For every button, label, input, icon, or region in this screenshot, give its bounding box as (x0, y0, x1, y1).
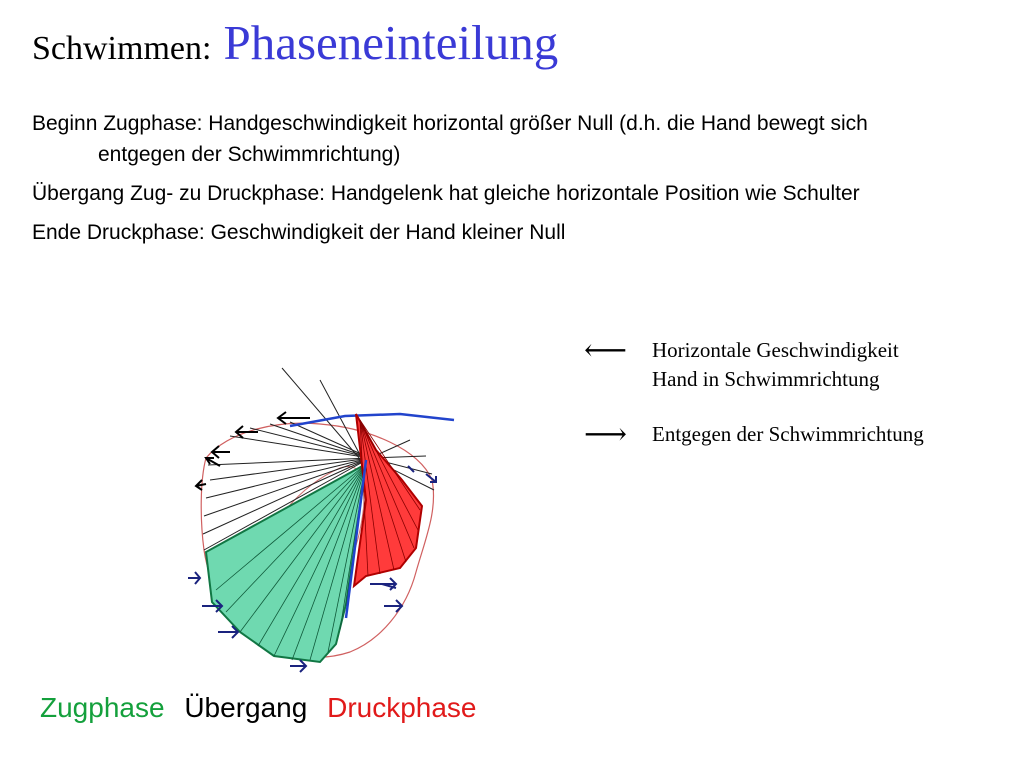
legend-line-1: Horizontale Geschwindigkeit (652, 338, 899, 362)
bullet-list (32, 108, 912, 256)
legend-in-schwimmrichtung (576, 336, 924, 394)
phase-labels (40, 692, 489, 724)
bullet-beginn-zugphase: Beginn Zugphase: Handgeschwindigkeit horizontal größer Null (d.h. die Hand bewegt sich entgegen der Schwimmrichtung) (32, 112, 868, 166)
label-uebergang: Übergang (184, 692, 308, 723)
legend-entgegen (576, 420, 924, 449)
legend-line-3: Entgegen der Schwimmrichtung (652, 422, 924, 446)
title-prefix: Schwimmen: (32, 30, 212, 67)
blue-edge-upper (290, 414, 454, 426)
stroke-phase-diagram (170, 340, 470, 680)
right-arrow-icon: ⟶ (584, 418, 628, 451)
legend-line-2: Hand in Schwimmrichtung (652, 367, 880, 391)
label-zugphase: Zugphase (40, 692, 165, 723)
left-arrow-icon: ⟵ (584, 334, 628, 367)
title-main: Phaseneinteilung (223, 15, 559, 70)
bullet-uebergang: Übergang Zug- zu Druckphase: Handgelenk hat gleiche horizontale Position wie Schulter (32, 182, 860, 205)
label-druckphase: Druckphase (327, 692, 477, 723)
bullet-ende-druckphase: Ende Druckphase: Geschwindigkeit der Hand kleiner Null (32, 221, 566, 244)
slide-title (32, 14, 558, 71)
legend (576, 336, 924, 449)
